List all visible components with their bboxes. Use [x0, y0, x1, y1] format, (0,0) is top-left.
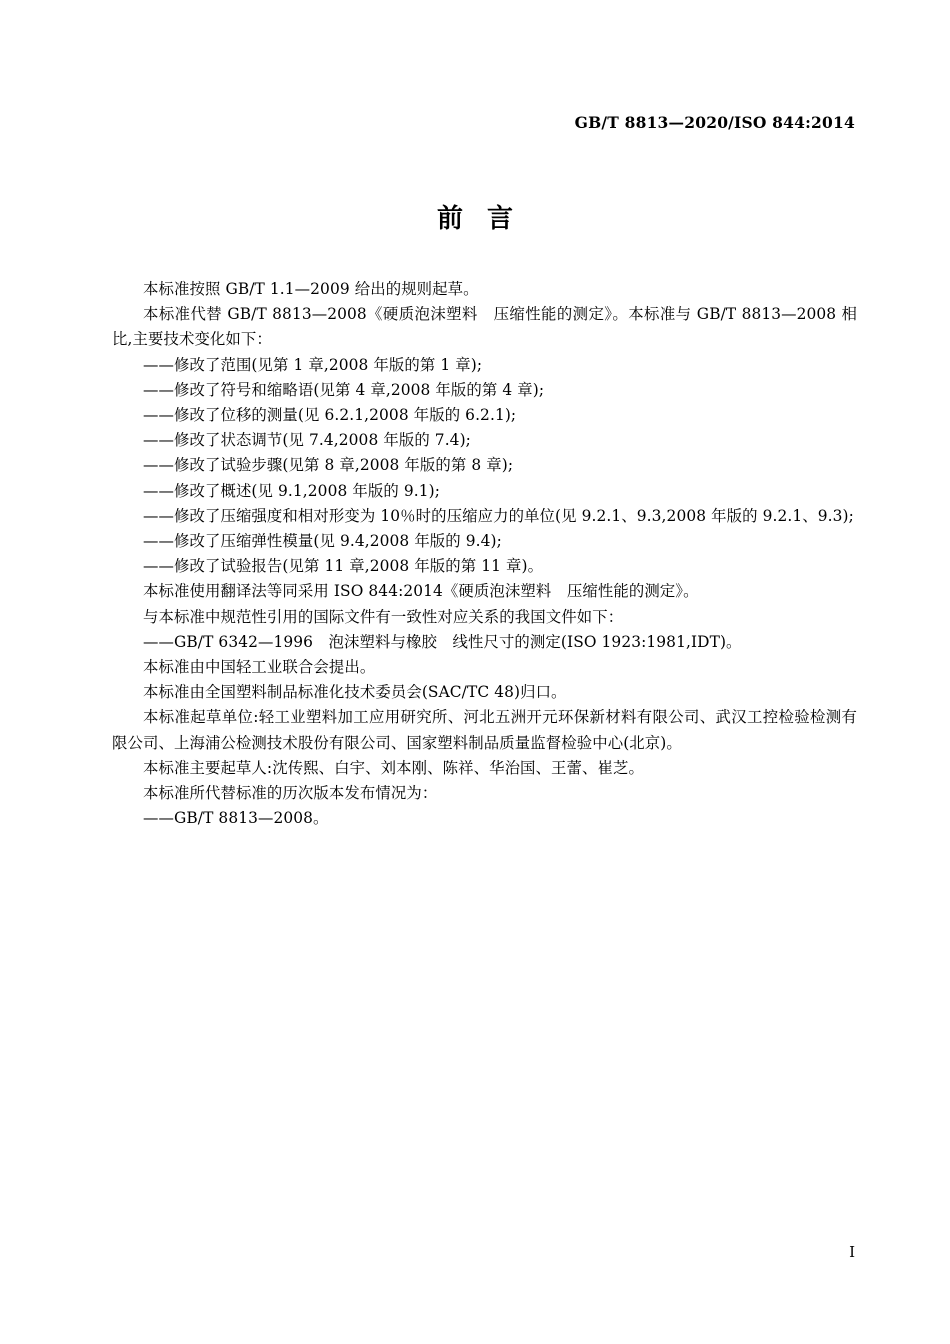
list-item-change: ——修改了范围(见第 1 章,2008 年版的第 1 章); [143, 355, 483, 374]
list-item-corresponding-document: ——GB/T 6342—1996 泡沫塑料与橡胶 线性尺寸的测定(ISO 1923:1981,IDT)。 [143, 632, 742, 651]
paragraph-drafting-organizations: 本标准起草单位:轻工业塑料加工应用研究所、河北五洲开元环保新材料有限公司、武汉工控检验检测有限公司、上海浦公检测技术股份有限公司、国家塑料制品质量监督检验中心(北京)。 [112, 708, 857, 752]
list-item-change: ——修改了试验步骤(见第 8 章,2008 年版的第 8 章); [143, 456, 514, 475]
list-item-previous-edition: ——GB/T 8813—2008。 [143, 809, 329, 828]
paragraph-drafting-rules: 本标准按照 GB/T 1.1—2009 给出的规则起草。 [143, 280, 479, 298]
paragraph-iso-adoption: 本标准使用翻译法等同采用 ISO 844:2014《硬质泡沫塑料 压缩性能的测定》。 [143, 582, 699, 601]
paragraph-administered-by: 本标准由全国塑料制品标准化技术委员会(SAC/TC 48)归口。 [143, 683, 567, 702]
page-title: 前言 [436, 204, 537, 234]
footer-page-number: I [849, 1243, 855, 1261]
paragraph-corresponding-docs-intro: 与本标准中规范性引用的国际文件有一致性对应关系的我国文件如下： [143, 607, 624, 626]
list-item-change: ——修改了概述(见 9.1,2008 年版的 9.1); [143, 481, 440, 500]
paragraph-replaces-standard: 本标准代替 GB/T 8813—2008《硬质泡沫塑料 压缩性能的测定》。本标准与 GB/T 8813—2008 相比,主要技术变化如下： [112, 305, 857, 349]
list-item-change: ——修改了位移的测量(见 6.2.1,2008 年版的 6.2.1); [143, 406, 517, 425]
list-item-change: ——修改了压缩弹性模量(见 9.4,2008 年版的 9.4); [143, 532, 502, 551]
foreword-body [112, 277, 857, 831]
paragraph-previous-editions-intro: 本标准所代替标准的历次版本发布情况为： [143, 784, 438, 803]
paragraph-proposed-by: 本标准由中国轻工业联合会提出。 [143, 658, 376, 677]
list-item-change: ——修改了状态调节(见 7.4,2008 年版的 7.4); [143, 431, 471, 450]
running-header-standard-code: GB/T 8813—2020/ISO 844:2014 [574, 113, 855, 132]
paragraph-principal-drafters: 本标准主要起草人:沈传熙、白宇、刘本刚、陈祥、华治国、王蕾、崔芝。 [143, 758, 644, 777]
list-item-change: ——修改了压缩强度和相对形变为 10％时的压缩应力的单位(见 9.2.1、9.3,2008 年版的 9.2.1、9.3); [143, 506, 854, 525]
list-item-change: ——修改了试验报告(见第 11 章,2008 年版的第 11 章)。 [143, 557, 544, 576]
list-item-change: ——修改了符号和缩略语(见第 4 章,2008 年版的第 4 章); [143, 380, 545, 399]
